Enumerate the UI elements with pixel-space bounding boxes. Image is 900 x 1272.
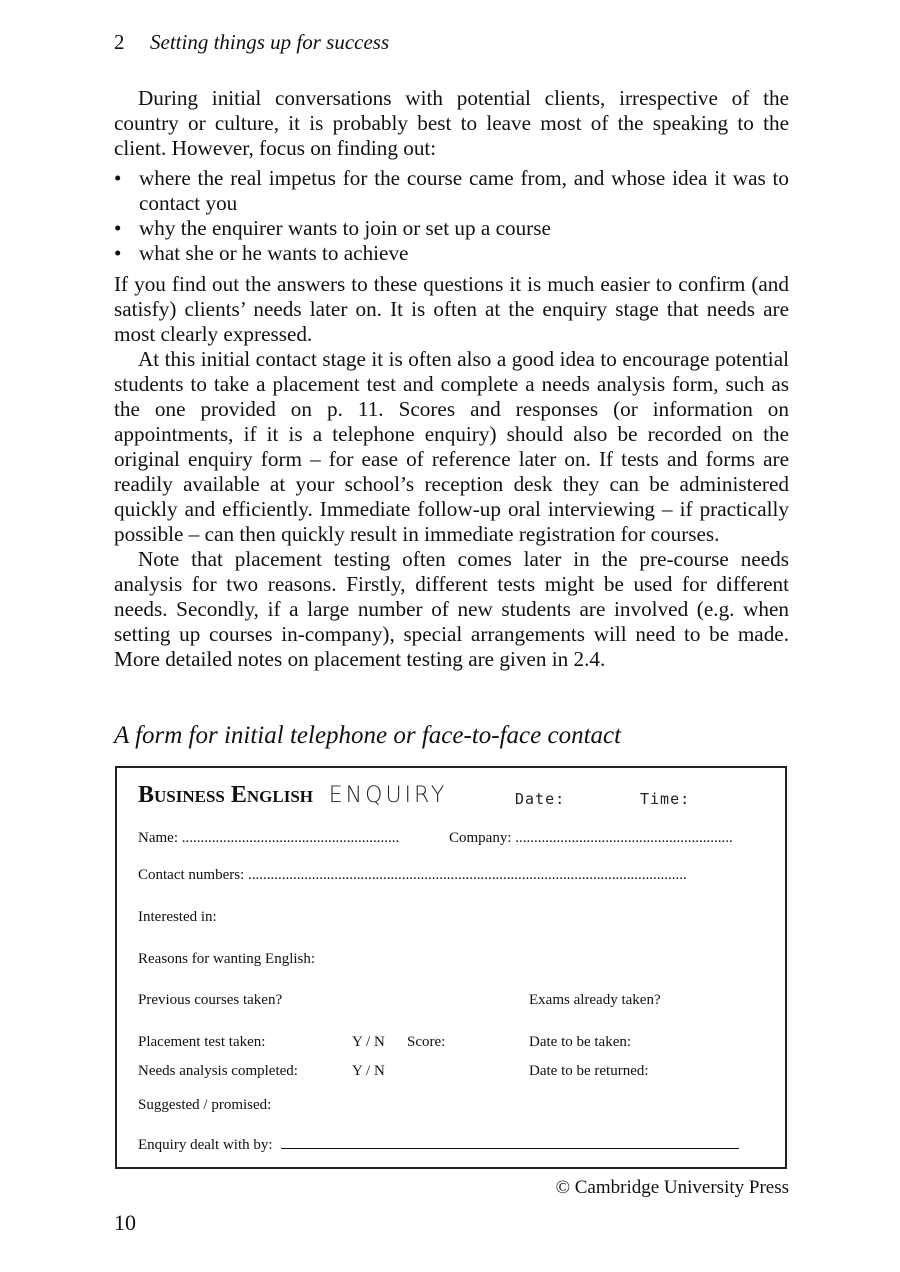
company-field[interactable]: ..........................................................	[515, 830, 733, 846]
section-heading: A form for initial telephone or face-to-face contact	[114, 722, 622, 749]
needs-analysis-label: Needs analysis completed:	[138, 1063, 298, 1079]
placement-yes-no[interactable]: Y / N	[352, 1034, 385, 1050]
bullet-item: • why the enquirer wants to join or set up a course	[114, 216, 789, 241]
paragraph-2: If you find out the answers to these questions it is much easier to confirm (and satisfy) clients’ needs later on. It is often at the enquiry stage that needs are most clearly expressed.	[114, 272, 789, 346]
date-label: Date:	[515, 790, 566, 808]
company-row	[449, 830, 733, 847]
intro-section	[114, 86, 789, 672]
suggested-label: Suggested / promised:	[138, 1097, 272, 1113]
name-field[interactable]: ..........................................................	[181, 830, 400, 846]
date-returned-label: Date to be returned:	[529, 1063, 649, 1079]
bullet-list	[114, 166, 789, 266]
form-header	[138, 782, 447, 809]
score-label: Score:	[407, 1034, 446, 1050]
paragraph-4: Note that placement testing often comes later in the pre-course needs analysis for two reasons. Firstly, different tests might be used for different needs. Secondly, if a large number of new students are involved (e.g. when setting up courses in-company), special arrangements will need to be made. More detailed notes on placement testing are given in 2.4.	[114, 547, 789, 671]
copyright-notice: © Cambridge University Press	[555, 1177, 789, 1198]
chapter-number: 2	[114, 30, 125, 54]
form-subtitle: ENQUIRY	[328, 783, 448, 808]
dealt-with-row	[138, 1134, 739, 1154]
enquiry-form	[115, 766, 787, 1169]
name-row	[138, 830, 399, 847]
previous-courses-label: Previous courses taken?	[138, 992, 283, 1008]
paragraph-3: At this initial contact stage it is often also a good idea to encourage potential students to take a placement test and complete a needs analysis form, such as the one provided on p. 11. Scores and responses (or information on appointments, if it is a telephone enquiry) should also be recorded on the original enquiry form – for ease of reference later on. If tests and forms are readily available at your school’s reception desk they can be administered quickly and efficiently. Immediate follow-up oral interviewing – if practically possible – can then quickly result in immediate registration for courses.	[114, 347, 789, 546]
bullet-item: • where the real impetus for the course came from, and whose idea it was to contact you	[114, 166, 789, 216]
page-number: 10	[114, 1210, 136, 1235]
contact-row	[138, 867, 687, 884]
dealt-with-field[interactable]	[281, 1134, 739, 1149]
date-taken-label: Date to be taken:	[529, 1034, 632, 1050]
name-label: Name:	[138, 830, 178, 846]
dealt-with-label: Enquiry dealt with by:	[138, 1137, 273, 1153]
bullet-item: • what she or he wants to achieve	[114, 241, 789, 266]
running-head	[114, 30, 389, 55]
interested-label: Interested in:	[138, 909, 217, 925]
reasons-label: Reasons for wanting English:	[138, 951, 316, 967]
needs-yes-no[interactable]: Y / N	[352, 1063, 385, 1079]
contact-field[interactable]: .....................................................................................................................	[247, 867, 687, 883]
placement-label: Placement test taken:	[138, 1034, 266, 1050]
company-label: Company:	[449, 830, 512, 846]
contact-label: Contact numbers:	[138, 867, 245, 883]
exams-label: Exams already taken?	[529, 992, 661, 1008]
form-title: Business English	[138, 782, 314, 808]
chapter-title: Setting things up for success	[150, 30, 390, 54]
paragraph-1: During initial conversations with potential clients, irrespective of the country or culture, it is probably best to leave most of the speaking to the client. However, focus on finding out:	[114, 86, 789, 160]
time-label: Time:	[640, 790, 691, 808]
